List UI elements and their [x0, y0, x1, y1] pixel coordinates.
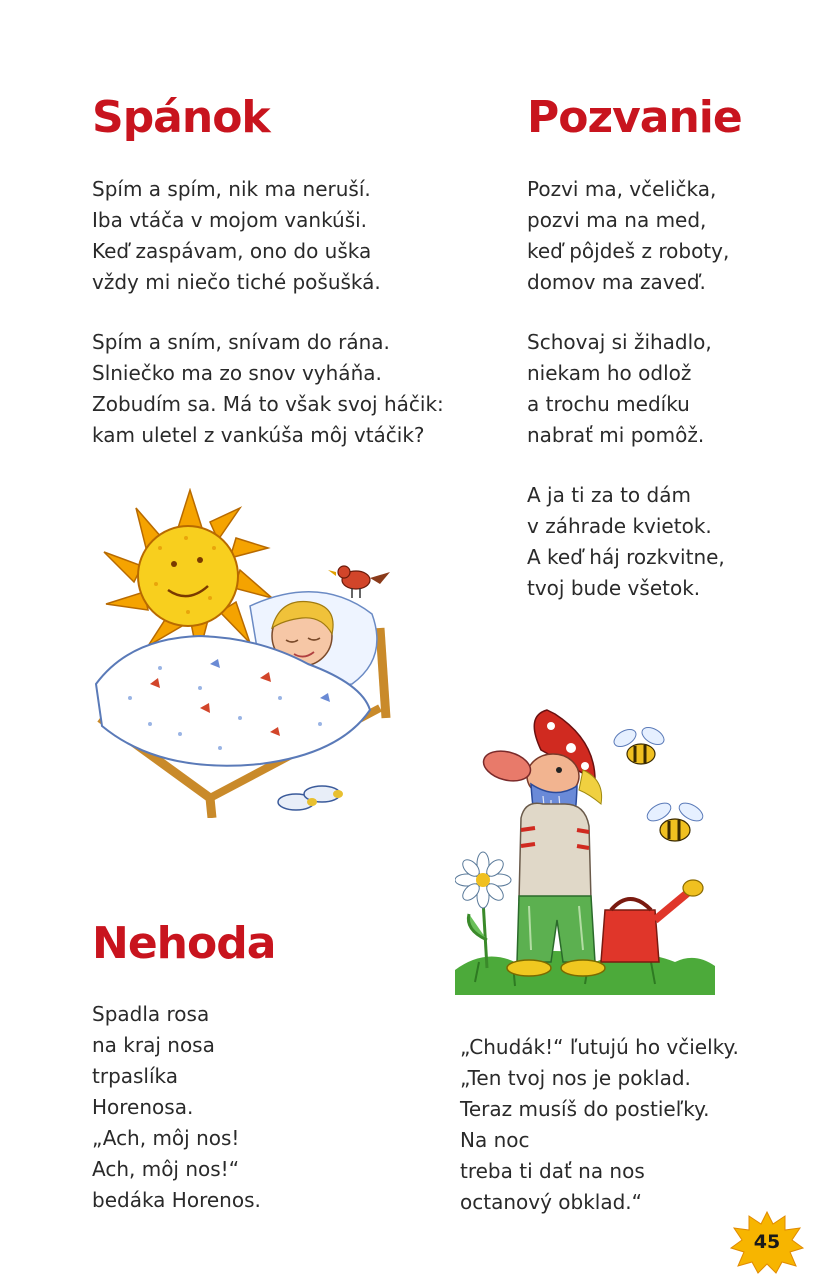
page-number-badge [730, 1210, 804, 1274]
nehoda-stanza-1 [92, 999, 261, 1216]
verse-line: a trochu medíku [527, 392, 690, 416]
verse-line: niekam ho odlož [527, 361, 692, 385]
poem-title-nehoda: Nehoda [92, 918, 276, 969]
gnome-with-bees-icon [455, 700, 715, 995]
pozvanie-stanza-1 [527, 174, 729, 298]
verse-line: Iba vtáča v mojom vankúši. [92, 208, 368, 232]
pozvanie-stanza-2 [527, 327, 712, 451]
poem-title-spanok: Spánok [92, 92, 270, 143]
verse-line: Schovaj si žihadlo, [527, 330, 712, 354]
verse-line: domov ma zaveď. [527, 270, 706, 294]
verse-line: vždy mi niečo tiché pošušká. [92, 270, 381, 294]
poem-title-pozvanie: Pozvanie [527, 92, 742, 143]
verse-line: Slniečko ma zo snov vyháňa. [92, 361, 382, 385]
verse-line: trpaslíka [92, 1064, 179, 1088]
spanok-stanza-1 [92, 174, 381, 298]
verse-line: nabrať mi pomôž. [527, 423, 705, 447]
verse-line: A ja ti za to dám [527, 483, 691, 507]
verse-line: Teraz musíš do postieľky. [460, 1097, 710, 1121]
verse-line: A keď háj rozkvitne, [527, 545, 725, 569]
sun-and-bed-icon [90, 488, 410, 818]
verse-line: pozvi ma na med, [527, 208, 707, 232]
verse-line: Pozvi ma, včelička, [527, 177, 717, 201]
verse-line: na kraj nosa [92, 1033, 215, 1057]
verse-line: octanový obklad.“ [460, 1190, 643, 1214]
verse-line: keď pôjdeš z roboty, [527, 239, 730, 263]
nehoda-stanza-2 [460, 1032, 739, 1218]
verse-line: Keď zaspávam, ono do uška [92, 239, 372, 263]
verse-line: kam uletel z vankúša môj vtáčik? [92, 423, 425, 447]
pozvanie-stanza-3 [527, 480, 725, 604]
verse-line: v záhrade kvietok. [527, 514, 712, 538]
verse-line: Spím a sním, snívam do rána. [92, 330, 390, 354]
verse-line: Spím a spím, nik ma neruší. [92, 177, 371, 201]
verse-line: Zobudím sa. Má to však svoj háčik: [92, 392, 444, 416]
verse-line: „Chudák!“ ľutujú ho včielky. [460, 1035, 739, 1059]
verse-line: bedáka Horenos. [92, 1188, 261, 1212]
verse-line: „Ten tvoj nos je poklad. [460, 1066, 691, 1090]
spanok-stanza-2 [92, 327, 444, 451]
gnome-illustration [455, 700, 715, 995]
verse-line: Ach, môj nos!“ [92, 1157, 240, 1181]
verse-line: Na noc [460, 1128, 530, 1152]
verse-line: „Ach, môj nos! [92, 1126, 240, 1150]
verse-line: Horenosa. [92, 1095, 194, 1119]
verse-line: treba ti dať na nos [460, 1159, 645, 1183]
sleeping-child-illustration [90, 488, 410, 818]
verse-line: tvoj bude všetok. [527, 576, 701, 600]
page-number: 45 [753, 1231, 781, 1253]
verse-line: Spadla rosa [92, 1002, 210, 1026]
